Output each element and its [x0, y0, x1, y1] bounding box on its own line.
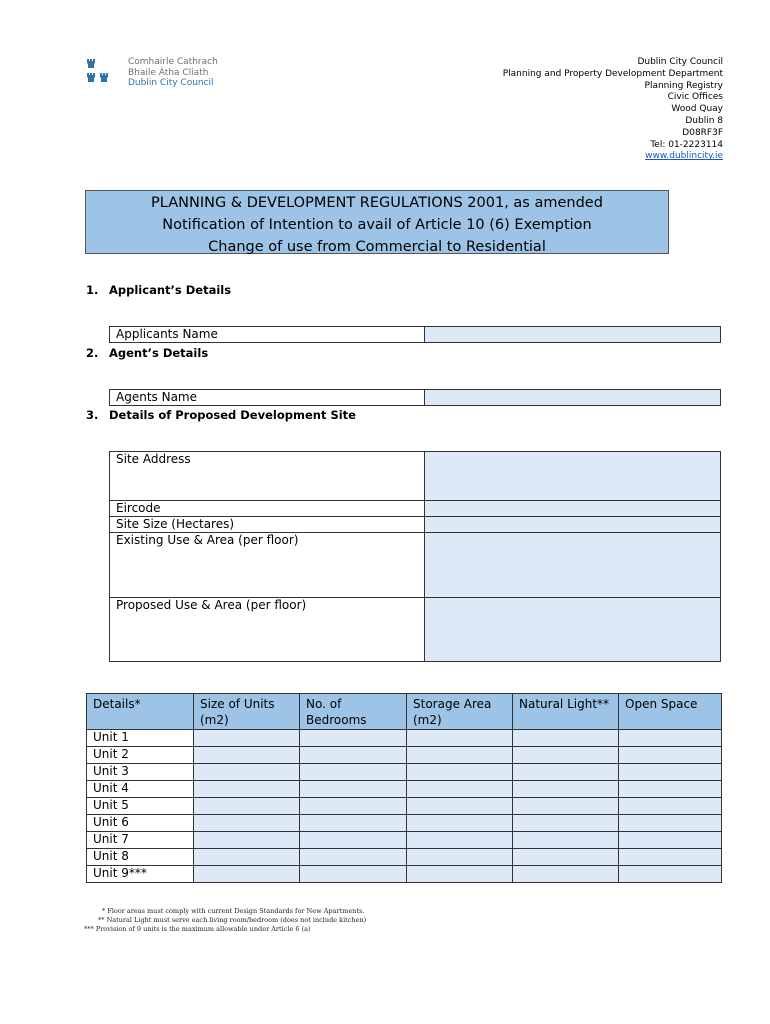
unit-bedrooms-input[interactable] [300, 764, 407, 781]
unit-bedrooms-input[interactable] [300, 832, 407, 849]
applicants-name-label: Applicants Name [110, 327, 425, 343]
form-subtitle-2: Change of use from Commercial to Residential [208, 239, 546, 255]
proposed-use-input[interactable] [425, 598, 721, 662]
unit-size-input[interactable] [194, 832, 300, 849]
address-line: Dublin 8 [685, 115, 723, 126]
unit-bedrooms-input[interactable] [300, 815, 407, 832]
form-title: PLANNING & DEVELOPMENT REGULATIONS 2001, as amended [151, 195, 603, 211]
unit-storage-input[interactable] [407, 866, 513, 883]
agents-name-label: Agents Name [110, 390, 425, 406]
unit-storage-input[interactable] [407, 815, 513, 832]
existing-use-input[interactable] [425, 533, 721, 598]
unit-row [87, 747, 722, 764]
units-body [87, 730, 722, 883]
section-number: 1. [86, 283, 99, 297]
unit-storage-input[interactable] [407, 798, 513, 815]
proposed-use-label: Proposed Use & Area (per floor) [110, 598, 425, 662]
site-address-label: Site Address [110, 452, 425, 501]
address-line: Wood Quay [671, 104, 723, 115]
unit-natural-light-input[interactable] [513, 747, 619, 764]
form-subtitle: Notification of Intention to avail of Article 10 (6) Exemption [162, 217, 592, 233]
unit-storage-input[interactable] [407, 747, 513, 764]
header-size: Size of Units (m2) [194, 694, 300, 730]
footnote: ** Natural Light must serve each living room/bedroom (does not include kitchen) [98, 916, 367, 924]
address-line: Civic Offices [667, 92, 723, 103]
unit-open-space-input[interactable] [619, 832, 722, 849]
address-line: D08RF3F [682, 127, 723, 138]
address-line: Dublin City Council [637, 57, 723, 67]
section-applicant-heading [86, 283, 231, 297]
address-line: Planning and Property Development Department [502, 68, 723, 79]
unit-size-input[interactable] [194, 849, 300, 866]
unit-row [87, 849, 722, 866]
unit-natural-light-input[interactable] [513, 832, 619, 849]
section-number: 3. [86, 408, 99, 422]
unit-storage-input[interactable] [407, 764, 513, 781]
unit-storage-input[interactable] [407, 781, 513, 798]
unit-natural-light-input[interactable] [513, 798, 619, 815]
unit-bedrooms-input[interactable] [300, 781, 407, 798]
footnote: * Floor areas must comply with current Design Standards for New Apartments. [102, 907, 365, 915]
eircode-label: Eircode [110, 501, 425, 517]
unit-open-space-input[interactable] [619, 747, 722, 764]
existing-use-label: Existing Use & Area (per floor) [110, 533, 425, 598]
site-size-label: Site Size (Hectares) [110, 517, 425, 533]
section-label: Applicant’s Details [109, 283, 232, 297]
website-link[interactable]: www.dublincity.ie [645, 151, 723, 162]
unit-label: Unit 6 [87, 815, 194, 832]
unit-row [87, 764, 722, 781]
unit-size-input[interactable] [194, 781, 300, 798]
agent-table [109, 389, 721, 406]
eircode-input[interactable] [425, 501, 721, 517]
unit-bedrooms-input[interactable] [300, 747, 407, 764]
unit-row [87, 730, 722, 747]
unit-storage-input[interactable] [407, 730, 513, 747]
header-bedrooms: No. of Bedrooms [300, 694, 407, 730]
unit-row [87, 815, 722, 832]
unit-storage-input[interactable] [407, 832, 513, 849]
unit-bedrooms-input[interactable] [300, 730, 407, 747]
unit-size-input[interactable] [194, 764, 300, 781]
unit-label: Unit 5 [87, 798, 194, 815]
council-logo [84, 57, 218, 89]
section-number: 2. [86, 346, 99, 360]
unit-natural-light-input[interactable] [513, 849, 619, 866]
castle-icon [84, 57, 120, 87]
unit-open-space-input[interactable] [619, 730, 722, 747]
unit-row [87, 866, 722, 883]
applicant-table [109, 326, 721, 343]
unit-size-input[interactable] [194, 866, 300, 883]
agents-name-input[interactable] [425, 390, 721, 406]
unit-row [87, 781, 722, 798]
unit-size-input[interactable] [194, 798, 300, 815]
site-address-input[interactable] [425, 452, 721, 501]
unit-size-input[interactable] [194, 815, 300, 832]
logo-line-english: Dublin City Council [128, 78, 214, 88]
section-site-heading [86, 408, 356, 422]
address-line: Tel: 01-2223114 [650, 139, 723, 150]
logo-text [128, 57, 218, 89]
unit-open-space-input[interactable] [619, 815, 722, 832]
address-line: Planning Registry [644, 80, 723, 91]
unit-label: Unit 2 [87, 747, 194, 764]
unit-open-space-input[interactable] [619, 849, 722, 866]
logo-line-irish-1: Comhairle Cathrach [128, 57, 218, 67]
section-label: Agent’s Details [109, 346, 209, 360]
unit-bedrooms-input[interactable] [300, 798, 407, 815]
unit-bedrooms-input[interactable] [300, 849, 407, 866]
unit-label: Unit 1 [87, 730, 194, 747]
form-title-box [85, 190, 669, 254]
unit-label: Unit 3 [87, 764, 194, 781]
applicants-name-input[interactable] [425, 327, 721, 343]
unit-natural-light-input[interactable] [513, 866, 619, 883]
logo-line-irish-2: Bhaile Átha Cliath [128, 67, 209, 78]
unit-open-space-input[interactable] [619, 798, 722, 815]
header-open-space: Open Space [619, 694, 722, 730]
unit-storage-input[interactable] [407, 849, 513, 866]
header-storage: Storage Area (m2) [407, 694, 513, 730]
unit-natural-light-input[interactable] [513, 815, 619, 832]
unit-label: Unit 7 [87, 832, 194, 849]
header-natural-light: Natural Light** [513, 694, 619, 730]
unit-row [87, 798, 722, 815]
header-details: Details* [87, 694, 194, 730]
unit-open-space-input[interactable] [619, 781, 722, 798]
unit-label: Unit 9*** [87, 866, 194, 883]
footnotes [84, 907, 366, 934]
unit-open-space-input[interactable] [619, 866, 722, 883]
units-table [86, 693, 722, 883]
units-header-row [87, 694, 722, 730]
unit-natural-light-input[interactable] [513, 730, 619, 747]
footnote: *** Provision of 9 units is the maximum allowable under Article 6 (a) [84, 925, 311, 933]
unit-size-input[interactable] [194, 747, 300, 764]
unit-label: Unit 8 [87, 849, 194, 866]
unit-bedrooms-input[interactable] [300, 866, 407, 883]
section-agent-heading [86, 346, 208, 360]
site-size-input[interactable] [425, 517, 721, 533]
section-label: Details of Proposed Development Site [109, 408, 356, 422]
unit-natural-light-input[interactable] [513, 764, 619, 781]
unit-row [87, 832, 722, 849]
unit-label: Unit 4 [87, 781, 194, 798]
unit-open-space-input[interactable] [619, 764, 722, 781]
site-details-table [109, 451, 721, 662]
council-address [503, 57, 723, 163]
unit-size-input[interactable] [194, 730, 300, 747]
unit-natural-light-input[interactable] [513, 781, 619, 798]
